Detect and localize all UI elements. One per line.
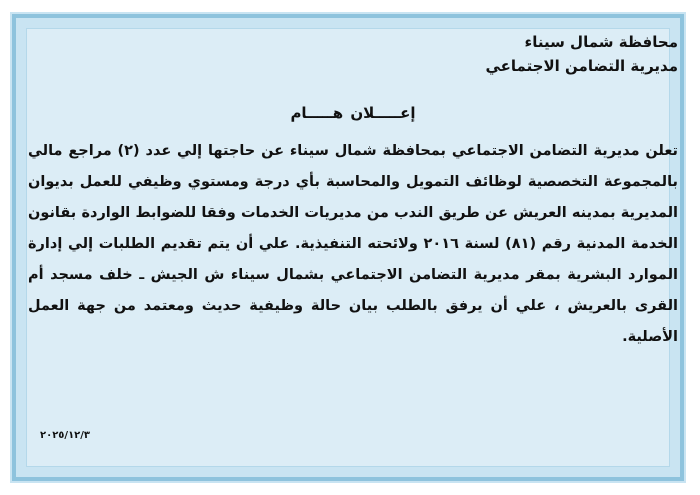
announcement-body: تعلن مديرية التضامن الاجتماعي بمحافظة شمال سيناء عن حاجتها إلي عدد (٢) مراجع مالي بالمجموعة التخصصية لوظائف التمويل والمحاسبة بأي درجة ومستوي وظيفي للعمل بديوان المديرية بمدينه العريش عن طريق الندب من مديريات الخدمات وفقا للضوابط الواردة بقانون الخدمة المدنية رقم (٨١) لسنة ٢٠١٦ ولائحته التنفيذية. علي أن يتم تقديم الطلبات إلي إدارة الموارد البشرية بمقر مديرية التضامن الاجتماعي بشمال سيناء ش الجيش ـ خلف مسجد أم القرى بالعريش ، علي أن يرفق بالطلب بيان حالة وظيفية حديث ومعتمد من جهة العمل الأصلية. bbox=[28, 143, 679, 345]
governorate-name: محافظة شمال سيناء bbox=[524, 33, 678, 51]
announcement-date: ٢٠٢٥/١٢/٣ bbox=[40, 430, 91, 441]
announcement-title: إعـــــلان هـــــام bbox=[290, 104, 416, 122]
document-content bbox=[28, 30, 678, 353]
directorate-name: مديرية التضامن الاجتماعي bbox=[485, 57, 678, 75]
